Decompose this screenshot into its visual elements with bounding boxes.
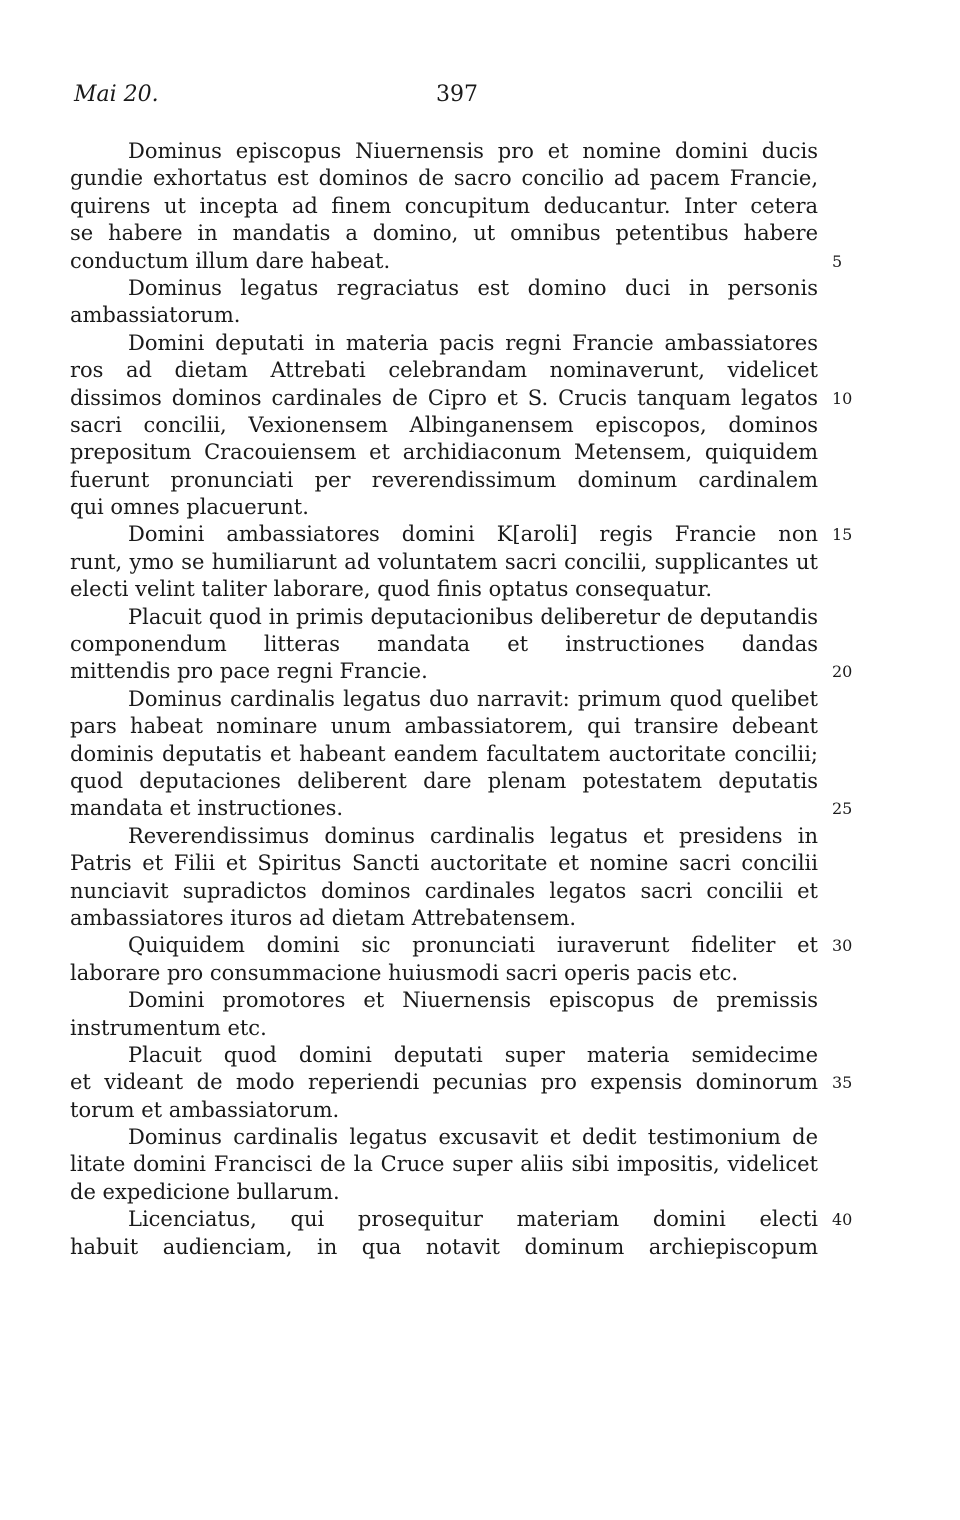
line-text: electi velint taliter laborare, quod finis optatus consequatur. [70, 577, 713, 602]
text-line [70, 1069, 853, 1096]
page-header [74, 82, 478, 114]
line-text: nunciavit supradictos dominos cardinales legatos sacri concilii et [70, 878, 818, 903]
line-text: instrumentum etc. [70, 1015, 267, 1040]
text-line [70, 1206, 853, 1233]
line-text: prepositum Cracouiensem et archidiaconum Metensem, quiquidem [70, 440, 818, 465]
text-line [70, 604, 818, 631]
text-line [70, 467, 818, 494]
text-line [70, 905, 818, 932]
text-line [70, 412, 818, 439]
text-line [70, 439, 818, 466]
line-text: Dominus episcopus Niuernensis pro et nomine domini ducis [128, 139, 818, 163]
line-text: ambassiatorum. [70, 303, 241, 328]
text-line [70, 1151, 818, 1178]
text-line [70, 302, 818, 329]
text-line [70, 932, 853, 959]
line-text: componendum litteras mandata et instructiones dandas [70, 632, 818, 657]
text-line [70, 193, 818, 220]
line-text: mandata et instructiones. [70, 796, 344, 821]
page-number: 397 [436, 82, 478, 107]
line-text: habuit audienciam, in qua notavit dominum archiepiscopum [70, 1234, 818, 1259]
line-text: Placuit quod domini deputati super materia semidecime [128, 1042, 818, 1067]
line-text: et videant de modo reperiendi pecunias pro expensis dominorum [70, 1070, 818, 1095]
text-line [70, 330, 818, 357]
text-line [70, 686, 818, 713]
text-line [70, 1015, 818, 1042]
text-line [70, 494, 818, 521]
line-text: Licenciatus, qui prosequitur materiam domini electi [128, 1207, 818, 1232]
line-text: sacri concilii, Vexionensem Albinganensem episcopos, dominos [70, 412, 818, 437]
line-text: Reverendissimus dominus cardinalis legatus et presidens in [128, 823, 818, 848]
line-text: runt, ymo se humiliarunt ad voluntatem sacri concilii, supplicantes ut [70, 549, 818, 574]
text-line [70, 248, 843, 275]
text-line [70, 275, 818, 302]
line-text: fuerunt pronunciati per reverendissimum dominum cardinalem [70, 467, 818, 492]
line-text: litate domini Francisci de la Cruce super aliis sibi impositis, videlicet [70, 1152, 818, 1177]
line-text: Domini deputati in materia pacis regni Francie ambassiatores [128, 330, 818, 355]
text-line [70, 960, 818, 987]
text-line [70, 658, 853, 685]
line-text: qui omnes placuerunt. [70, 495, 309, 520]
line-text: dissimos dominos cardinales de Cipro et S. Crucis tanquam legatos [70, 385, 818, 410]
text-line [70, 576, 818, 603]
line-text: ambassiatores ituros ad dietam Attrebatensem. [70, 905, 577, 930]
line-text: quirens ut incepta ad finem concupitum deducantur. Inter cetera [70, 193, 818, 218]
line-text: mittendis pro pace regni Francie. [70, 659, 428, 684]
text-line [70, 823, 818, 850]
text-line [70, 1179, 818, 1206]
line-text: Patris et Filii et Spiritus Sancti auctoritate et nomine sacri concilii [70, 851, 818, 876]
text-line [70, 385, 853, 412]
text-line [70, 878, 818, 905]
line-text: dominis deputatis et habeant eandem facultatem auctoritate concilii; [70, 741, 818, 766]
text-line [70, 987, 818, 1014]
text-line [70, 165, 818, 192]
text-line [70, 138, 818, 165]
line-text: quod deputaciones deliberent dare plenam potestatem deputatis [70, 768, 818, 793]
line-text: Domini ambassiatores domini K[aroli] regis Francie non [128, 522, 818, 547]
line-number: 5 [832, 251, 843, 271]
line-text: de expedicione bullarum. [70, 1179, 340, 1204]
text-line [70, 741, 818, 768]
line-number: 35 [832, 1073, 853, 1093]
text-line [70, 357, 818, 384]
line-text: se habere in mandatis a domino, ut omnibus petentibus habere [70, 221, 818, 246]
line-number: 20 [832, 662, 853, 682]
line-text: ros ad dietam Attrebati celebrandam nominaverunt, videlicet [70, 358, 818, 383]
text-line [70, 1042, 818, 1069]
text-line [70, 521, 853, 548]
text-line [70, 549, 818, 576]
text-line [70, 768, 818, 795]
line-number: 40 [832, 1210, 853, 1230]
line-text: Dominus cardinalis legatus excusavit et dedit testimonium de [128, 1125, 818, 1150]
text-line [70, 1124, 818, 1151]
text-line [70, 631, 818, 658]
text-line [70, 1097, 818, 1124]
text-line [70, 850, 818, 877]
line-number: 30 [832, 936, 853, 956]
line-text: Dominus legatus regraciatus est domino duci in personis [128, 275, 818, 300]
line-text: gundie exhortatus est dominos de sacro concilio ad pacem Francie, [70, 166, 818, 191]
line-number: 15 [832, 525, 853, 545]
line-number: 10 [832, 388, 853, 408]
line-text: laborare pro consummacione huiusmodi sacri operis pacis etc. [70, 960, 739, 985]
line-text: Dominus cardinalis legatus duo narravit: primum quod quelibet [128, 686, 818, 711]
line-number: 25 [832, 799, 853, 819]
line-text: Placuit quod in primis deputacionibus deliberetur de deputandis [128, 604, 818, 629]
line-text: conductum illum dare habeat. [70, 248, 391, 273]
line-text: pars habeat nominare unum ambassiatorem, qui transire debeant [70, 714, 818, 739]
line-text: torum et ambassiatorum. [70, 1097, 340, 1122]
running-head-date: Mai 20. [74, 82, 159, 107]
text-line [70, 1234, 818, 1261]
text-line [70, 795, 853, 822]
body-text [70, 138, 853, 1261]
line-text: Domini promotores et Niuernensis episcopus de premissis [128, 988, 818, 1013]
text-line [70, 220, 818, 247]
line-text: Quiquidem domini sic pronunciati iuraverunt fideliter et [128, 933, 818, 958]
text-line [70, 713, 818, 740]
